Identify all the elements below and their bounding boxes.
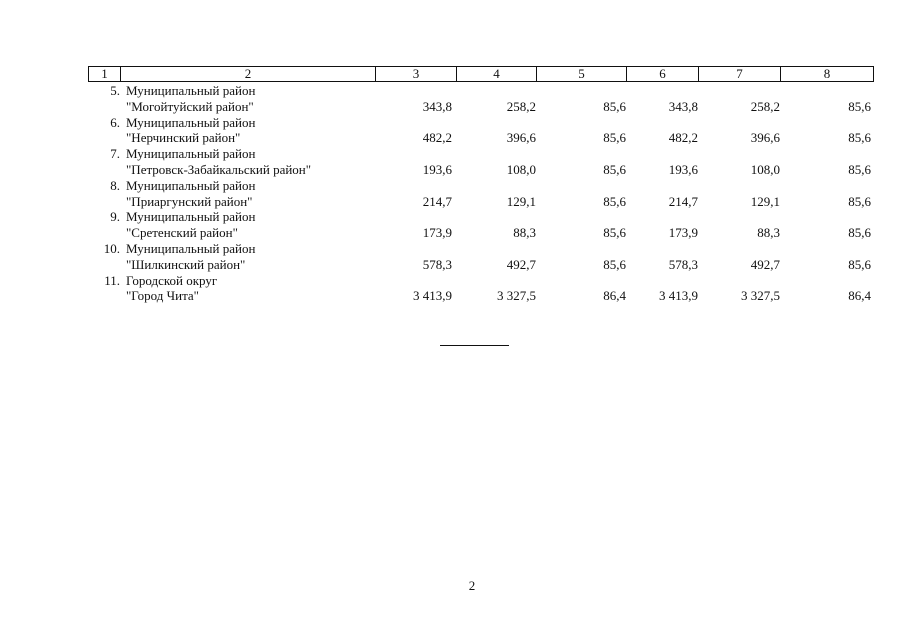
cell-col5: 85,6 — [603, 130, 626, 146]
cell-col5: 85,6 — [603, 161, 626, 177]
row-name-type: Муниципальный район — [126, 240, 256, 256]
row-name-type: Муниципальный район — [126, 83, 256, 98]
row-name-type: Муниципальный район — [126, 177, 256, 193]
cell-col6: 173,9 — [668, 225, 698, 241]
header-cell-5: 5 — [537, 67, 627, 82]
cell-col6: 193,6 — [668, 161, 698, 177]
header-cell-2: 2 — [121, 67, 376, 82]
row-name: "Шилкинский район" — [126, 256, 246, 272]
cell-col6: 3 413,9 — [659, 288, 698, 304]
row-name: "Приаргунский район" — [126, 193, 253, 209]
header-cell-3: 3 — [376, 67, 457, 82]
cell-col4: 129,1 — [506, 193, 536, 209]
cell-col4: 108,0 — [506, 161, 536, 177]
cell-col7: 129,1 — [750, 193, 780, 209]
cell-col4: 88,3 — [513, 225, 536, 241]
cell-col6: 482,2 — [668, 130, 698, 146]
row-name: "Петровск-Забайкальский район" — [126, 161, 312, 177]
cell-col7: 88,3 — [757, 225, 780, 241]
table-row — [88, 209, 873, 241]
table-row — [88, 115, 873, 147]
row-name-type: Муниципальный район — [126, 114, 256, 130]
cell-col3: 482,2 — [422, 130, 452, 146]
header-row — [89, 67, 874, 82]
row-name-type: Городской округ — [126, 272, 218, 288]
end-separator-line — [440, 345, 509, 346]
row-name: "Нерчинский район" — [126, 130, 241, 146]
row-name: "Сретенский район" — [126, 225, 238, 241]
cell-col7: 492,7 — [750, 256, 780, 272]
cell-col7: 3 327,5 — [741, 288, 780, 304]
cell-col8: 85,6 — [848, 98, 871, 114]
cell-col5: 86,4 — [603, 288, 626, 304]
header-cell-6: 6 — [627, 67, 699, 82]
cell-col3: 3 413,9 — [413, 288, 452, 304]
header-cell-1: 1 — [89, 67, 121, 82]
row-number: 11. — [104, 272, 120, 288]
cell-col8: 85,6 — [848, 256, 871, 272]
cell-col8: 85,6 — [848, 225, 871, 241]
cell-col3: 173,9 — [422, 225, 452, 241]
row-name: "Город Чита" — [126, 288, 199, 304]
table-row — [88, 273, 873, 305]
header-cell-4: 4 — [457, 67, 537, 82]
cell-col3: 214,7 — [422, 193, 452, 209]
row-number: 6. — [110, 114, 120, 130]
cell-col5: 85,6 — [603, 193, 626, 209]
header-cell-8: 8 — [781, 67, 874, 82]
cell-col8: 85,6 — [848, 193, 871, 209]
cell-col7: 258,2 — [750, 98, 780, 114]
cell-col3: 578,3 — [422, 256, 452, 272]
table-row — [88, 178, 873, 210]
cell-col3: 343,8 — [422, 98, 452, 114]
table-row — [88, 241, 873, 273]
row-number: 7. — [110, 146, 120, 162]
cell-col4: 492,7 — [506, 256, 536, 272]
row-name: "Могойтуйский район" — [126, 98, 254, 114]
row-name-type: Муниципальный район — [126, 146, 256, 162]
cell-col7: 108,0 — [750, 161, 780, 177]
table-body — [88, 83, 873, 304]
cell-col6: 214,7 — [668, 193, 698, 209]
cell-col8: 85,6 — [848, 161, 871, 177]
cell-col8: 86,4 — [848, 288, 871, 304]
cell-col7: 396,6 — [750, 130, 780, 146]
cell-col5: 85,6 — [603, 256, 626, 272]
row-number: 8. — [110, 177, 120, 193]
cell-col5: 85,6 — [603, 98, 626, 114]
table-row — [88, 83, 873, 115]
cell-col6: 343,8 — [668, 98, 698, 114]
page-number: 2 — [468, 578, 476, 593]
row-number: 10. — [103, 240, 120, 256]
cell-col5: 85,6 — [603, 225, 626, 241]
cell-col3: 193,6 — [422, 161, 452, 177]
table-row — [88, 146, 873, 178]
header-cell-7: 7 — [699, 67, 781, 82]
cell-col4: 3 327,5 — [497, 288, 536, 304]
cell-col6: 578,3 — [668, 256, 698, 272]
cell-col8: 85,6 — [848, 130, 871, 146]
row-number: 9. — [110, 209, 120, 225]
column-number-header — [88, 66, 874, 82]
row-number: 5. — [110, 83, 120, 98]
cell-col4: 258,2 — [506, 98, 536, 114]
row-name-type: Муниципальный район — [126, 209, 256, 225]
cell-col4: 396,6 — [506, 130, 536, 146]
